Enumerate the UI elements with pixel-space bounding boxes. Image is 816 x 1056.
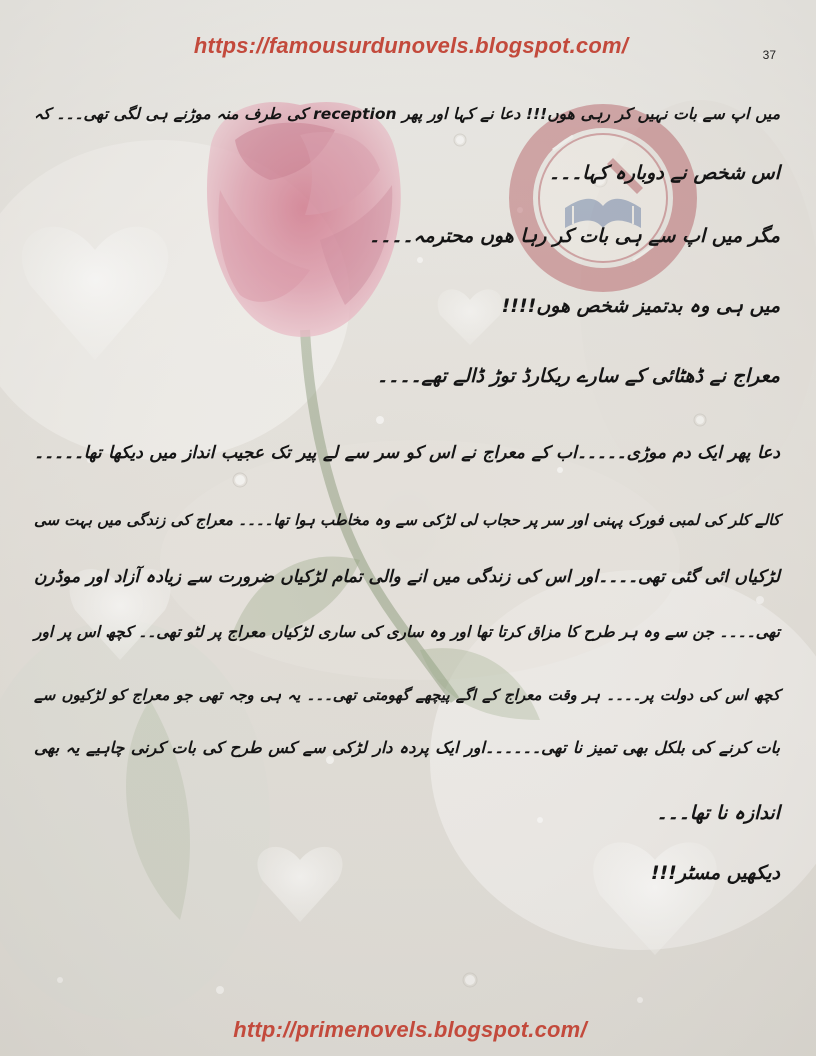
footer-url[interactable]: http://primenovels.blogspot.com/ [233,1017,587,1042]
text-line-5: معراج نے ڈھٹائی کے سارے ریکارڈ توڑ ڈالے تھے۔۔۔۔ [376,365,780,387]
text-line-9: تھی۔۔۔۔ جن سے وہ ہر طرح کا مزاق کرتا تھا اور وہ ساری کی ساری لڑکیاں معراج پر لٹو تھی۔۔ کچھ اس پر اور [33,623,780,641]
text-line-4: میں ہی وہ بدتمیز شخص ھوں!!!! [501,295,780,317]
text-line-10: کچھ اس کی دولت پر۔۔۔۔ ہر وقت معراج کے اگے پیچھے گھومتی تھی۔۔۔ یہ ہی وجہ تھی جو معراج کو لڑکیوں سے [34,686,781,704]
text-line-11: بات کرنے کی بلکل بھی تمیز نا تھی۔۔۔۔۔۔اور ایک پردہ دار لڑکی سے کس طرح کی بات کرنی چاہیے یہ بھی [34,738,780,757]
text-line-6: دعا پھر ایک دم موڑی۔۔۔۔۔اب کے معراج نے اس کو سر سے لے پیر تک عجیب انداز میں دیکھا تھا۔۔۔۔۔ [34,443,780,463]
text-line-13: دیکھیں مسٹر!!! [650,862,780,884]
header-url[interactable]: https://famousurdunovels.blogspot.com/ [193,33,629,58]
text-line-7: کالے کلر کی لمبی فورک پہنی اور سر پر حجاب لی لڑکی سے وہ مخاطب ہوا تھا۔۔۔۔ معراج کی زندگی میں بہت سی [34,511,780,529]
text-line-8: لڑکیاں ائی گئی تھی۔۔۔۔اور اس کی زندگی میں انے والی تمام لڑکیاں ضرورت سے زیادہ آزاد اور موڈرن [34,567,780,587]
text-line-12: اندازہ نا تھا۔۔۔ [656,802,780,824]
text-line-2: اس شخص نے دوبارہ کہا۔۔۔ [548,162,780,184]
text-line-1: میں اپ سے بات نہیں کر رہی ھوں!!! دعا نے کہا اور پھر reception کی طرف منہ موڑنے ہی لگی تھی۔۔۔ کہ [34,105,781,123]
prime-urdu-novels-watermark [521,116,685,280]
text-line-3: مگر میں اپ سے ہی بات کر رہا ھوں محترمہ۔۔۔۔ [368,225,780,247]
page-number: 37 [762,48,776,62]
